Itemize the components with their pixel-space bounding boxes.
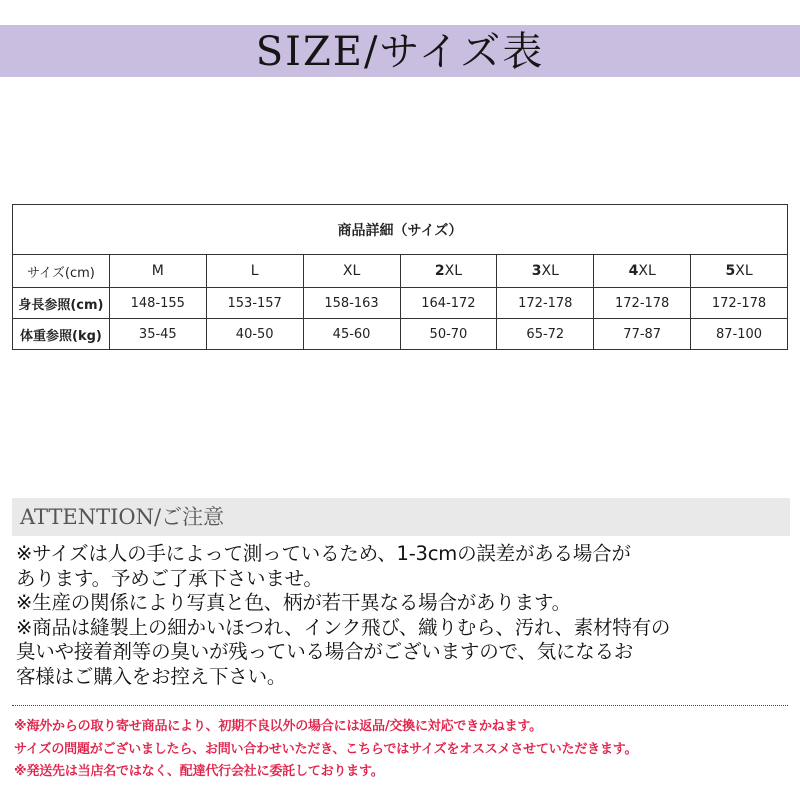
table-cell: 164-172 xyxy=(400,288,497,319)
attention-title: ATTENTION/ご注意 xyxy=(20,505,225,529)
table-cell: 158-163 xyxy=(303,288,400,319)
size-row-label: サイズ(cm) xyxy=(13,255,110,288)
page-title: SIZE/サイズ表 xyxy=(255,29,545,75)
footnotes xyxy=(14,716,794,784)
table-cell: 148-155 xyxy=(109,288,206,319)
size-cell: L xyxy=(206,255,303,288)
table-cell: 45-60 xyxy=(303,319,400,350)
footnote-item: ※発送先は当店名ではなく、配達代行会社に委託しております。 xyxy=(14,764,384,779)
weight-row xyxy=(13,319,788,350)
table-cell: 87-100 xyxy=(691,319,788,350)
footnote-item: ※海外からの取り寄せ商品により、初期不良以外の場合には返品/交換に対応できかねます。 xyxy=(14,719,542,734)
footnote-item: サイズの問題がございましたら、お問い合わせいただき、こちらではサイズをオススメさせていただきます。 xyxy=(14,741,638,757)
note-item: ※生産の関係により写真と色、柄が若干異なる場合があります。 xyxy=(16,591,571,615)
size-cell: 2XL xyxy=(400,255,497,288)
size-cell: 4XL xyxy=(594,255,691,288)
size-cell: XL xyxy=(303,255,400,288)
table-cell: 172-178 xyxy=(691,288,788,319)
table-caption-row xyxy=(13,205,788,255)
table-caption: 商品詳細（サイズ） xyxy=(13,205,788,255)
size-table xyxy=(12,204,788,350)
size-cell: 5XL xyxy=(691,255,788,288)
table-cell: 65-72 xyxy=(497,319,594,350)
dotted-divider xyxy=(12,705,788,706)
attention-notes xyxy=(16,542,796,690)
height-row-label: 身長参照(cm) xyxy=(13,288,110,319)
note-item: ※商品は縫製上の細かいほつれ、インク飛び、織りむら、汚れ、素材特有の 臭いや接着剤等の臭いが残っている場合がございますので、気になるお 客様はご購入をお控え下さい。 xyxy=(16,615,671,688)
table-cell: 172-178 xyxy=(497,288,594,319)
table-cell: 35-45 xyxy=(109,319,206,350)
table-cell: 77-87 xyxy=(594,319,691,350)
size-cell: M xyxy=(109,255,206,288)
weight-row-label: 体重参照(kg) xyxy=(13,319,110,350)
size-cell: 3XL xyxy=(497,255,594,288)
table-cell: 153-157 xyxy=(206,288,303,319)
table-cell: 50-70 xyxy=(400,319,497,350)
height-row xyxy=(13,288,788,319)
table-cell: 40-50 xyxy=(206,319,303,350)
table-cell: 172-178 xyxy=(594,288,691,319)
note-item: ※サイズは人の手によって測っているため、1-3cmの誤差がある場合が あります。予めご了承下さいませ。 xyxy=(16,542,631,590)
size-header-row xyxy=(13,255,788,288)
